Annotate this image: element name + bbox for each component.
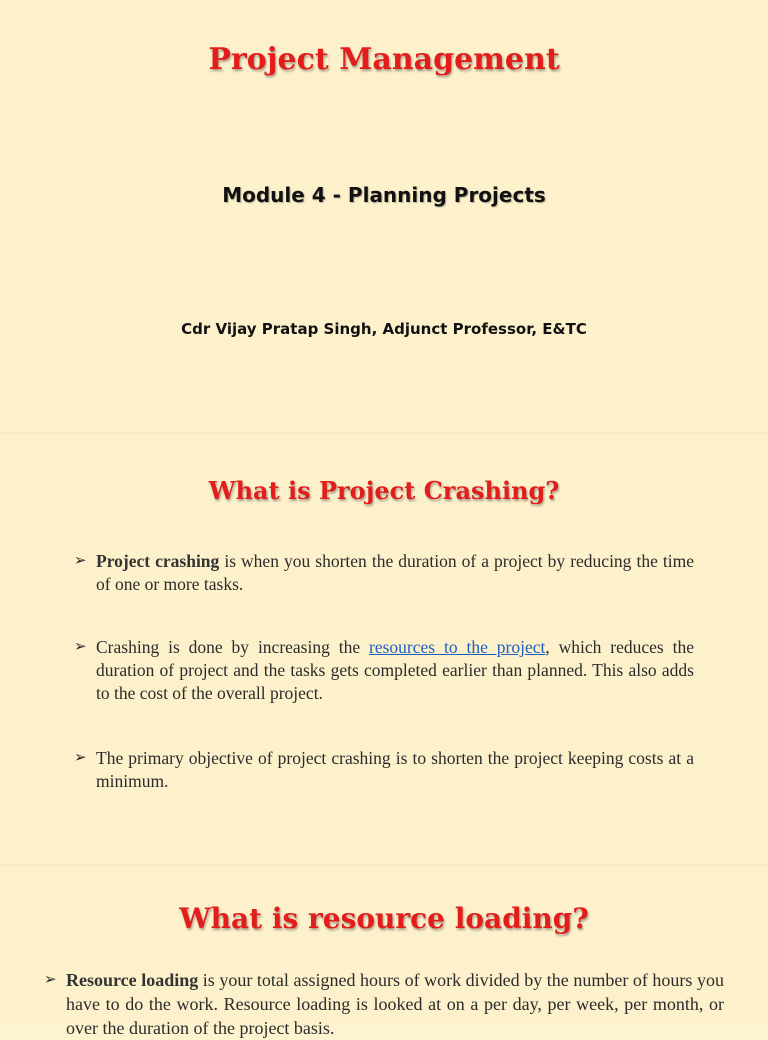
list-item (74, 747, 694, 793)
bold-term: Resource loading (66, 970, 199, 990)
list-item (74, 636, 694, 705)
module-subtitle: Module 4 - Planning Projects (222, 183, 546, 207)
slide-title (0, 0, 768, 432)
slide-heading: What is Project Crashing? (208, 476, 560, 505)
bold-term: Project crashing (96, 551, 220, 571)
bullet-text: is when you shorten the duration of a project by reducing the time of one or more tasks. (96, 551, 694, 594)
author-line: Cdr Vijay Pratap Singh, Adjunct Professor, E&TC (181, 320, 587, 338)
bullet-text: , which reduces the duration of project and the tasks gets completed earlier than planned. This also adds to the cost of the overall project. (96, 637, 694, 703)
slide-heading: What is resource loading? (179, 902, 589, 935)
resources-link[interactable]: resources to the project (369, 637, 546, 657)
list-item (44, 968, 724, 1040)
slide-resource-loading (0, 866, 768, 1038)
bullet-text: Crashing is done by increasing the (96, 637, 370, 657)
bullet-list (74, 550, 694, 833)
bullet-text: is your total assigned hours of work divided by the number of hours you have to do the work. Resource loading is looked at on a per day, per week, per month, or over the duration of the project basis. (66, 970, 724, 1038)
arrow-bullet-icon: ➢ (44, 972, 57, 988)
arrow-bullet-icon: ➢ (74, 553, 87, 569)
page-title: Project Management (208, 42, 560, 77)
arrow-bullet-icon: ➢ (74, 750, 87, 766)
slide-project-crashing (0, 434, 768, 864)
arrow-bullet-icon: ➢ (74, 639, 87, 655)
list-item (74, 550, 694, 596)
bullet-text: The primary objective of project crashing is to shorten the project keeping costs at a minimum. (96, 748, 694, 791)
bullet-list (44, 968, 724, 1040)
